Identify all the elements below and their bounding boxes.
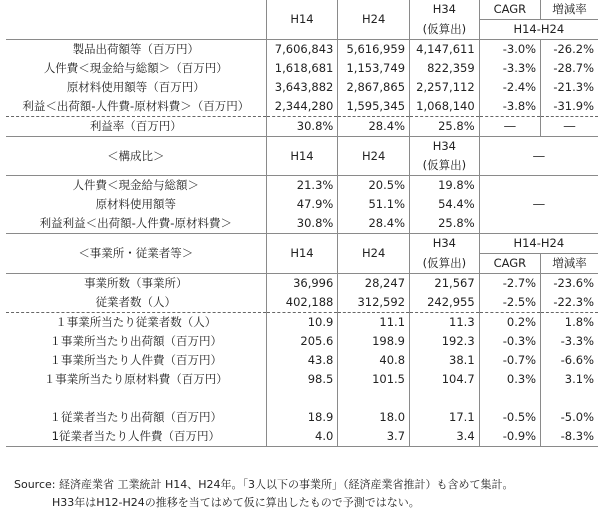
table-row: 従業者数（人） 402,188 312,592 242,955 -2.5% -22.3% xyxy=(6,293,598,313)
header-range: H14-H24 xyxy=(479,20,598,40)
header-pct: 増減率 xyxy=(541,0,598,20)
statistics-table: H14 H24 H34 CAGR 増減率 (仮算出) H14-H24 製品出荷額等（百万円） 7,606,843 5,616,959 4,147,611 -3.0% -26.2% 人件費＜現金給与総額＞（百万円） 1,618,681 1,153,749 822,359 -3.3% -28.7% 原材料使用額等（百万円） 3,643,882 2,867,865 2,257,112 -2.4% -21.3% 利益＜出荷額-人件費-原材料費＞（百万円） 2,344,280 1,595,345 1,068,140 -3.8% -31.9% 利益率（百万円） 30.8% 28.4% 25.8% ― ― ＜構成比＞ H14 H24 H34 ― (仮算出) 人件費＜現金給与総額＞ 21.3% 20.5% 19.8% ― 原材料使用額等 47.9% 51.1% 54.4% 利益利益＜出荷額-人件費-原材料費＞ 30.8% 28.4% 25.8% ＜事業所・従業者等＞ H14 H24 H34 H14-H24 (仮算出) CAGR 増減率 事業所数（事業所） 36,996 28,247 21,567 -2.7% -23.6% 従業者数（人） 402,188 312,592 242,955 -2.5% -22.3% １事業所当たり従業者数（人） 10.9 11.1 11.3 0.2% 1.8% １事業所当たり出荷額（百万円） 205.6 198.9 192.3 -0.3% -3.3% １事業所当たり人件費（百万円） 43.8 40.8 38.1 -0.7% -6.6% １事業所当たり原材料費（百万円） 98.5 101.5 104.7 0.3% 3.1% １従業者当たり出荷額（百万円） 18.9 18.0 17.1 -0.5% -5.0% 1従業者当たり人件費（百万円） 4.0 3.7 3.4 -0.9% -8.3% xyxy=(6,0,598,447)
table-row: １事業所当たり人件費（百万円） 43.8 40.8 38.1 -0.7% -6.6% xyxy=(6,351,598,370)
profit-rate-row: 利益率（百万円） 30.8% 28.4% 25.8% ― ― xyxy=(6,117,598,137)
table-row: １事業所当たり出荷額（百万円） 205.6 198.9 192.3 -0.3% -3.3% xyxy=(6,332,598,351)
table-row: １従業者当たり出荷額（百万円） 18.9 18.0 17.1 -0.5% -5.0% xyxy=(6,408,598,427)
section-title: ＜事業所・従業者等＞ xyxy=(6,234,266,274)
table-row: 事業所数（事業所） 36,996 28,247 21,567 -2.7% -23.6% xyxy=(6,274,598,294)
table-row: 人件費＜現金給与総額＞ 21.3% 20.5% 19.8% ― xyxy=(6,176,598,196)
header-row xyxy=(6,0,598,20)
note-line: H33年はH12-H24の推移を当てはめて仮に算出したもので予測ではない。 xyxy=(52,496,420,509)
section-establishments-header: ＜事業所・従業者等＞ H14 H24 H34 H14-H24 xyxy=(6,234,598,254)
section-composition-header: ＜構成比＞ H14 H24 H34 ― xyxy=(6,137,598,157)
table-row: 原材料使用額等 47.9% 51.1% 54.4% xyxy=(6,195,598,214)
source-notes xyxy=(14,476,514,512)
source-line: Source: 経済産業省 工業統計 H14、H24年。「3人以下の事業所」（経済産業省推計）も含めて集計。 xyxy=(14,478,514,491)
header-h34: H34 xyxy=(410,0,480,20)
table-row: 原材料使用額等（百万円） 3,643,882 2,867,865 2,257,112 -2.4% -21.3% xyxy=(6,78,598,97)
table-row: １事業所当たり原材料費（百万円） 98.5 101.5 104.7 0.3% 3.1% xyxy=(6,370,598,389)
spacer-row xyxy=(6,389,598,408)
table-row: 利益利益＜出荷額-人件費-原材料費＞ 30.8% 28.4% 25.8% xyxy=(6,214,598,234)
header-h14: H14 xyxy=(266,0,338,40)
table-row: 製品出荷額等（百万円） 7,606,843 5,616,959 4,147,611 -3.0% -26.2% xyxy=(6,40,598,60)
table-row: 1従業者当たり人件費（百万円） 4.0 3.7 3.4 -0.9% -8.3% xyxy=(6,427,598,447)
header-cagr: CAGR xyxy=(479,0,540,20)
table-row: 人件費＜現金給与総額＞（百万円） 1,618,681 1,153,749 822,359 -3.3% -28.7% xyxy=(6,59,598,78)
section-title: ＜構成比＞ xyxy=(6,137,266,176)
table-row: 利益＜出荷額-人件費-原材料費＞（百万円） 2,344,280 1,595,345 1,068,140 -3.8% -31.9% xyxy=(6,97,598,117)
header-h24: H24 xyxy=(338,0,410,40)
header-h34-sub: (仮算出) xyxy=(410,20,480,40)
table-row: １事業所当たり従業者数（人） 10.9 11.1 11.3 0.2% 1.8% xyxy=(6,313,598,333)
